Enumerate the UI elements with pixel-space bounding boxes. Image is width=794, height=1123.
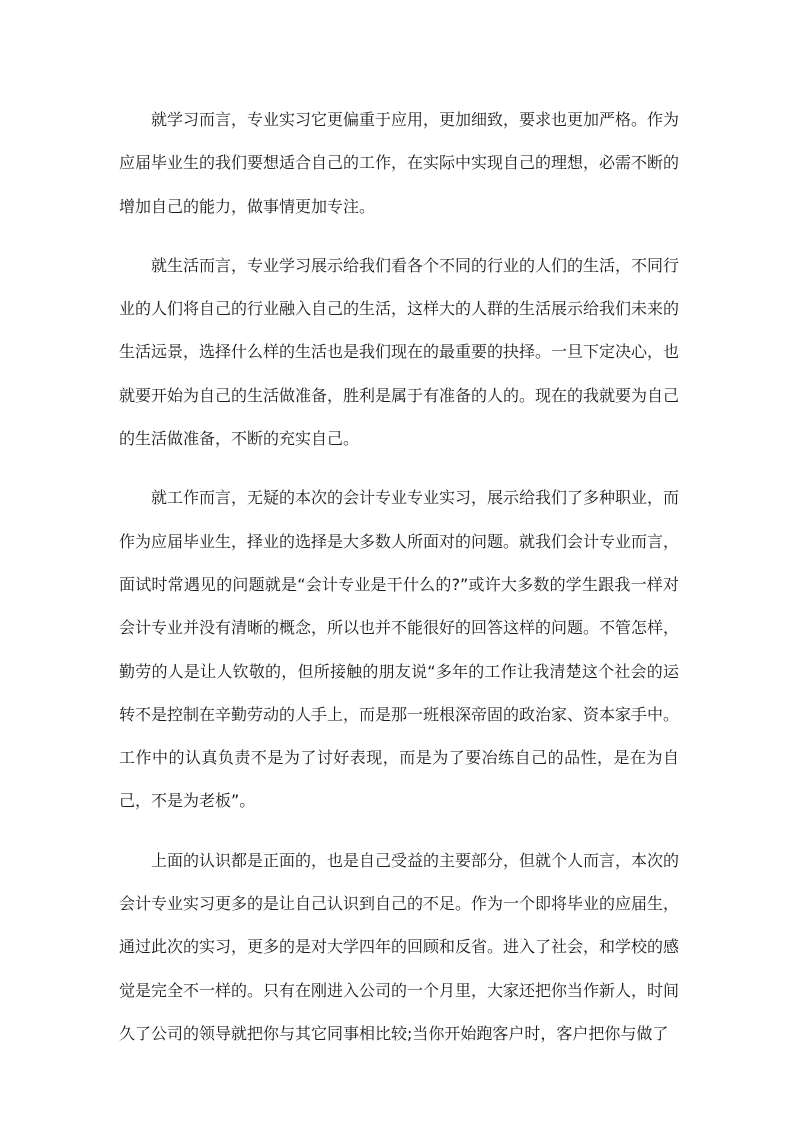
paragraph-work: 就工作而言，无疑的本次的会计专业专业实习，展示给我们了多种职业，而作为应届毕业生，择业的选择是大多数人所面对的问题。就我们会计专业而言，面试时常遇见的问题就是“会计专业是干什么的?”或许大多数的学生跟我一样对会计专业并没有清晰的概念，所以也并不能很好的回答这样的问题。不管怎样，勤劳的人是让人钦敬的，但所接触的朋友说“多年的工作让我清楚这个社会的运转不是控制在辛勤劳动的人手上，而是那一班根深帝固的政治家、资本家手中。工作中的认真负责不是为了讨好表现，而是为了要冶练自己的品性，是在为自己，不是为老板”。 [119, 488, 680, 811]
paragraph-study: 就学习而言，专业实习它更偏重于应用，更加细致，要求也更加严格。作为应届毕业生的我们要想适合自己的工作，在实际中实现自己的理想，必需不断的增加自己的能力，做事情更加专注。 [119, 110, 680, 216]
paragraph-life: 就生活而言，专业学习展示给我们看各个不同的行业的人们的生活，不同行业的人们将自己的行业融入自己的生活，这样大的人群的生活展示给我们未来的生活远景，选择什么样的生活也是我们现在的最重要的抉择。一旦下定决心，也就要开始为自己的生活做准备，胜利是属于有准备的人的。现在的我就要为自己的生活做准备，不断的充实自己。 [119, 255, 680, 449]
document-body [119, 98, 679, 1071]
paragraph-reflection: 上面的认识都是正面的，也是自己受益的主要部分，但就个人而言，本次的会计专业实习更多的是让自己认识到自己的不足。作为一个即将毕业的应届生，通过此次的实习，更多的是对大学四年的回顾和反省。进入了社会，和学校的感觉是完全不一样的。只有在刚进入公司的一个月里，大家还把你当作新人，时间久了公司的领导就把你与其它同事相比较;当你开始跑客户时，客户把你与做了 [119, 850, 680, 1043]
